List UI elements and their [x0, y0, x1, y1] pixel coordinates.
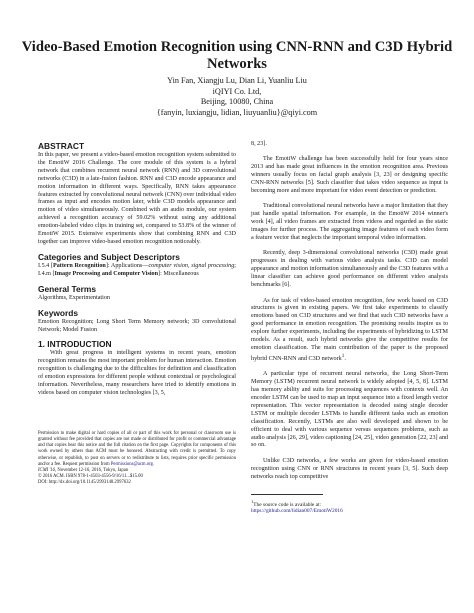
permission-text: Permission to make digital or hard copies of all or part of this work for personal or classroom use is granted without fee provided that copies are not made or distributed for profit or commercial advantage and that copies bear this notice and the full citation on the first page. Copyrights for components of this work owned by others than ACM must be honored. Abstracting with credit is permitted. To copy otherwise, or republish, to post on servers or to redistribute to lists, requires prior specific permission and/or a fee. Request permission from — [38, 430, 236, 467]
abstract-heading: ABSTRACT — [38, 141, 85, 151]
author-names: Yin Fan, Xiangju Lu, Dian Li, Yuanliu Liu — [167, 76, 307, 85]
paragraph-6: A particular type of recurrent neural networks, the Long Short-Term Memory (LSTM) recurrent neural network is widely adopted [4, 5, 8]. LSTM has memory ability and suits for processing sequences with contexts well. An encoder LSTM can be used to map an input sequence into a fixed length vector representation. This vector representation is decoded using single decoder LSTM or multiple decoder LSTMs to handle different tasks such as emotion classification. Recently, LSTMs are also well developed and shown to be efficient to deal with various sequence versus sequences problems, such as audio analysis [26, 29], video captioning [24, 25], video generation [22, 23] and so on. — [251, 371, 448, 449]
paragraph-3: Traditional convolutional neural networks have a major limitation that they just handle spatial information. For example, in the EmotiW 2014 winner's work [4], all video frames are extracted from videos and regarded as the static images for further process. The aggregating image features of each video form a feature vector that neglects the important temporal video information. — [251, 203, 448, 242]
paragraph-2: The EmotiW challenge has been successfully held for four years since 2013 and has made great influences in the emotion recognition area. Previous winners usually focus on facial graph analysis [3, 23] or designing specific CNN-RNN networks [5]. Such classifier that takes video sequence as input is becoming more and more important for video event detection or prediction. — [251, 156, 448, 195]
footnote-marker: 1 — [341, 352, 345, 359]
paper-title: Video-Based Emotion Recognition using CNN-RNN and C3D Hybrid Networks — [21, 39, 453, 72]
publication-meta — [38, 468, 236, 487]
category-name-2: Image Processing and Computer Vision — [54, 270, 159, 277]
general-terms-text: Algorithms, Experimentation — [38, 294, 110, 301]
keywords-heading: Keywords — [38, 307, 79, 318]
conference-details: , November 12-16, 2016, Tokyo, Japan — [55, 468, 129, 474]
paragraph-7: Unlike C3D networks, a few works are given for video-based emotion recognition using CNN or RNN structures in recent years [3, 5]. Such deep networks reach top competitive — [251, 457, 448, 480]
footnote-number: 1 — [251, 498, 254, 504]
doi-line[interactable]: DOI: http://dx.doi.org/10.1145/2993148.2997632 — [38, 480, 131, 486]
paragraph-5-text: As for task of video-based emotion recognition, few work based on C3D structures is given in existing papers. We first take experiments to classify emotions based on C3D structures and we find that such C3D networks have a good performance in emotion recognition. The promising results inspire us to explore further experiments, including the experiments of hybridizing to LSTM models. As a result, such hybrid networks give the competitive results for emotion classification. The main contribution of the paper is the proposed hybrid CNN-RNN and C3D network — [251, 297, 448, 362]
abstract-text: In this paper, we present a video-based emotion recognition system submitted to the EmotiW 2016 Challenge. The core module of this system is a hybrid network that combines recurrent neural network (RNN) and 3D convolutional networks (C3D) in a late-fusion fashion. RNN and C3D encode appearance and motion information in different ways. Specifically, RNN takes appearance features extracted by convolutional neural network (CNN) over individual video frames as input and encodes motion later, while C3D models appearance and motion of video simultaneously. Combined with an audio module, our system achieved a recognition accuracy of 59.02% without using any additional emotion-labeled video clips in training set, compared to 53.8% of the winner of EmotiW 2015. Extensive experiments show that combining RNN and C3D together can improve video-based emotion recognition noticeably. — [38, 152, 236, 245]
author-city: Beijing, 10080, China — [200, 97, 274, 106]
copyright-line: © 2016 ACM. ISBN 978-1-4503-4556-9/16/11...$15.00 — [38, 474, 143, 480]
category-code: I.5.4 [ — [38, 262, 53, 269]
footnote — [251, 498, 448, 516]
permission-notice — [38, 431, 236, 487]
author-block — [20, 76, 454, 118]
permission-email-link[interactable]: Permissions@acm.org. — [110, 461, 155, 467]
paragraph-5: As for task of video-based emotion recognition, few work based on C3D structures is given in existing papers. We first take experiments to classify emotions based on C3D structures and we find that such C3D networks have a good performance in emotion recognition. The promising results inspire us to explore further experiments, including the experiments of hybridizing to LSTM models. As a result, such hybrid networks give the competitive results for emotion classification. The main contribution of the paper is the proposed hybrid CNN-RNN and C3D network$^1$. — [251, 297, 448, 362]
paragraph-4: Recently, deep 3-dimensional convolutional networks (C3D) made great progresses in dealing with various video analysis tasks. C3D can model appearance and motion information simultaneously and the C3D features with a linear classifier can achieve good performance on different video analysis benchmarks [6]. — [251, 250, 448, 289]
footnote-label: The source code is available at: — [253, 501, 322, 508]
introduction-heading: 1. INTRODUCTION — [38, 339, 112, 350]
keywords-text: Emotion Recognition; Long Short Term Memory network; 3D convolutional Network; Model Fusion — [38, 318, 236, 333]
category-name: Pattern Recognition — [52, 262, 106, 269]
footnote-rule — [251, 494, 323, 495]
author-affiliation: iQIYI Co. Ltd, — [212, 86, 262, 96]
introduction-text: With great progress in intelligent systems in recent years, emotion recognition remains the most important problem for human interaction. Emotion recognition is challenging due to the difficulties for definition and classification of emotion expressions for different people without contextual or psychological information. Nevertheless, many researchers have tried to identify emotions in videos based on computer vision technologies [3, 5, — [38, 350, 236, 396]
categories-heading: Categories and Subject Descriptors — [38, 251, 180, 262]
footnote-url[interactable]: https://github.com/lidian007/EmotiW2016 — [251, 508, 343, 515]
conference-name: ICMI '16 — [38, 468, 56, 474]
right-column — [251, 141, 448, 515]
category-rest: ]: Applications— — [105, 262, 149, 269]
categories-text — [38, 263, 236, 279]
left-column — [38, 141, 236, 487]
category-tail: ; I.4.m [ — [38, 262, 236, 277]
paragraph-1: 8, 23]. — [251, 141, 267, 147]
general-terms-heading: General Terms — [38, 283, 97, 294]
author-emails: {fanyin, luxiangju, lidian, liuyuanliu}@qiyi.com — [156, 107, 318, 117]
category-rest-2: ]: Miscellaneous — [158, 270, 199, 277]
category-subject: computer vision, signal processing — [148, 262, 235, 269]
